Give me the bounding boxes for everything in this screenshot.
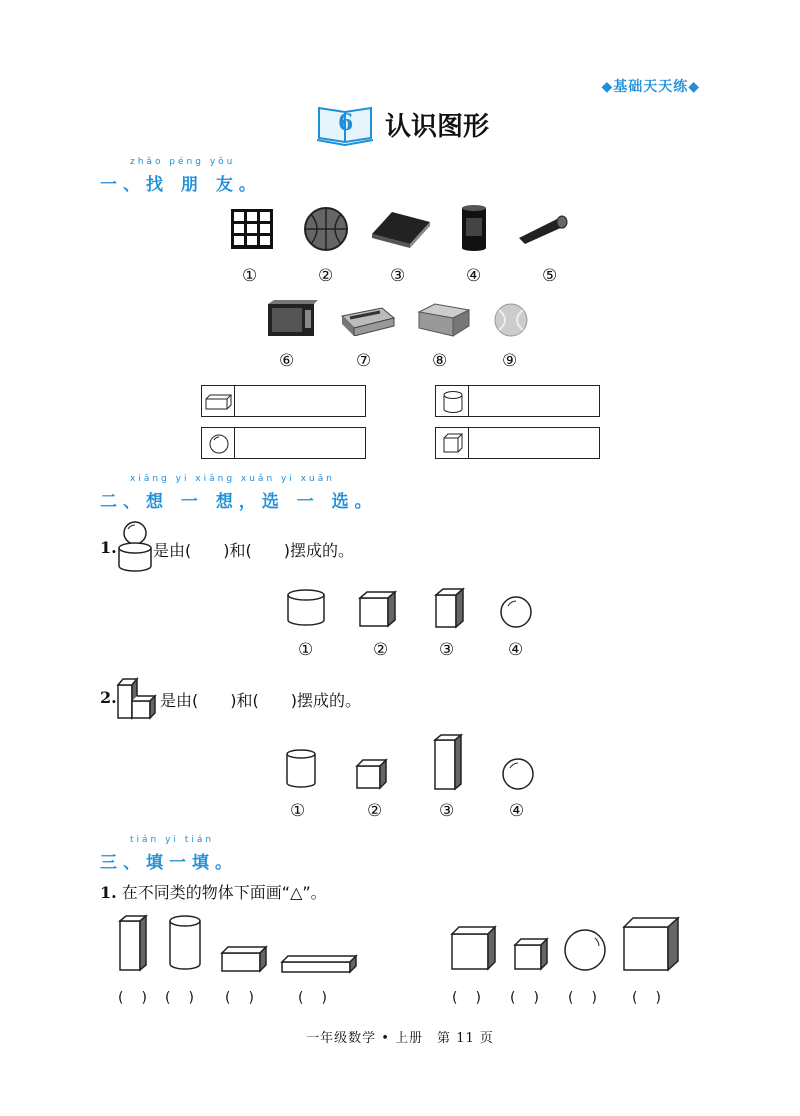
cylinder-icon xyxy=(436,386,469,416)
s2q1-label-4: ④ xyxy=(508,640,524,660)
s3-right-paren-3[interactable]: ( ) xyxy=(568,990,599,1006)
s3-left-paren-3[interactable]: ( ) xyxy=(225,990,256,1006)
s3-long-flat-cuboid-shape xyxy=(280,954,360,974)
practice-tag: ◆基础天天练◆ xyxy=(601,79,700,95)
s3-tall-cuboid-shape xyxy=(118,914,150,972)
s2q2-tall-cuboid-shape xyxy=(433,733,465,791)
cuboid-stack-icon xyxy=(116,675,160,720)
sphere-icon xyxy=(202,428,235,458)
s2q1-label-3: ③ xyxy=(439,640,455,660)
s3-flat-cuboid-shape xyxy=(220,945,270,973)
s2-q1-text: 是由( )和( )摆成的。 xyxy=(153,541,354,560)
answer-box-cube[interactable] xyxy=(435,427,600,459)
s2-question2 xyxy=(100,688,117,707)
s2q2-label-1: ① xyxy=(290,801,306,821)
item-label-3: ③ xyxy=(390,266,406,286)
s2-q2-text: 是由( )和( )摆成的。 xyxy=(160,691,361,710)
can-image xyxy=(459,204,489,252)
s2q1-cylinder-shape xyxy=(286,588,326,628)
rubiks-cube-image xyxy=(229,207,275,251)
answer-box-cylinder[interactable] xyxy=(435,385,600,417)
s2-q2-number: 2. xyxy=(100,688,117,707)
item-label-2: ② xyxy=(318,266,334,286)
s2q2-label-4: ④ xyxy=(509,801,525,821)
pencil-box-image xyxy=(340,304,396,336)
s2q1-label-2: ② xyxy=(373,640,389,660)
s3-cylinder-shape xyxy=(167,914,203,972)
s2-question1 xyxy=(100,538,117,557)
s2-q1-number: 1. xyxy=(100,538,117,557)
s2q2-cube-shape xyxy=(355,758,389,790)
cube-icon xyxy=(436,428,469,458)
item-label-4: ④ xyxy=(466,266,482,286)
flashlight-image xyxy=(515,212,571,246)
cuboid-icon xyxy=(202,386,235,416)
book-block-image xyxy=(370,208,432,248)
s3-left-paren-4[interactable]: ( ) xyxy=(298,990,329,1006)
sphere-on-cylinder-icon xyxy=(117,520,153,572)
item-label-8: ⑧ xyxy=(432,351,448,371)
s3-cube-xlarge-shape xyxy=(622,916,682,972)
item-label-9: ⑨ xyxy=(502,351,518,371)
item-label-7: ⑦ xyxy=(356,351,372,371)
answer-box-sphere[interactable] xyxy=(201,427,366,459)
s3-right-paren-4[interactable]: ( ) xyxy=(632,990,663,1006)
answer-box-cuboid[interactable] xyxy=(201,385,366,417)
s3-right-paren-1[interactable]: ( ) xyxy=(452,990,483,1006)
s2q2-sphere-shape xyxy=(501,757,535,791)
s3-left-paren-1[interactable]: ( ) xyxy=(118,990,149,1006)
s2q1-tall-cuboid-shape xyxy=(434,587,466,629)
section1-title: 一、找 朋 友。 xyxy=(100,175,262,195)
section3-pinyin: tián yi tián xyxy=(130,835,215,845)
s2q1-sphere-shape xyxy=(499,595,533,629)
item-label-5: ⑤ xyxy=(542,266,558,286)
s3-sphere-shape xyxy=(563,928,607,972)
section3-title: 三、填一填。 xyxy=(100,853,238,873)
basketball-image xyxy=(303,206,349,252)
s2q1-cube-shape xyxy=(358,590,398,628)
section1-pinyin: zhǎo péng yǒu xyxy=(130,157,236,167)
s2q2-label-2: ② xyxy=(367,801,383,821)
lesson-title: 认识图形 xyxy=(385,112,490,142)
item-label-6: ⑥ xyxy=(279,351,295,371)
microwave-image xyxy=(266,300,318,340)
item-label-1: ① xyxy=(242,266,258,286)
s2q2-label-3: ③ xyxy=(439,801,455,821)
tennis-ball-image xyxy=(493,302,529,338)
s3-cube-small-shape xyxy=(513,937,551,971)
section2-pinyin: xiǎng yi xiǎng xuǎn yi xuǎn xyxy=(130,474,335,484)
s2q1-label-1: ① xyxy=(298,640,314,660)
s3-right-paren-2[interactable]: ( ) xyxy=(510,990,541,1006)
s3-cube-large-shape xyxy=(450,925,498,971)
section2-title: 二、想 一 想，选 一 选。 xyxy=(100,492,378,512)
lesson-number: 6 xyxy=(338,110,354,136)
s3-q1-text: 在不同类的物体下面画“△”。 xyxy=(121,883,327,902)
s3-q1-number: 1. xyxy=(100,883,117,902)
gift-box-image xyxy=(415,302,471,338)
s2q2-cylinder-shape xyxy=(284,748,318,790)
page-footer: 一年级数学 • 上册 第 11 页 xyxy=(306,1031,494,1046)
s3-question1 xyxy=(100,880,327,903)
s3-left-paren-2[interactable]: ( ) xyxy=(165,990,196,1006)
